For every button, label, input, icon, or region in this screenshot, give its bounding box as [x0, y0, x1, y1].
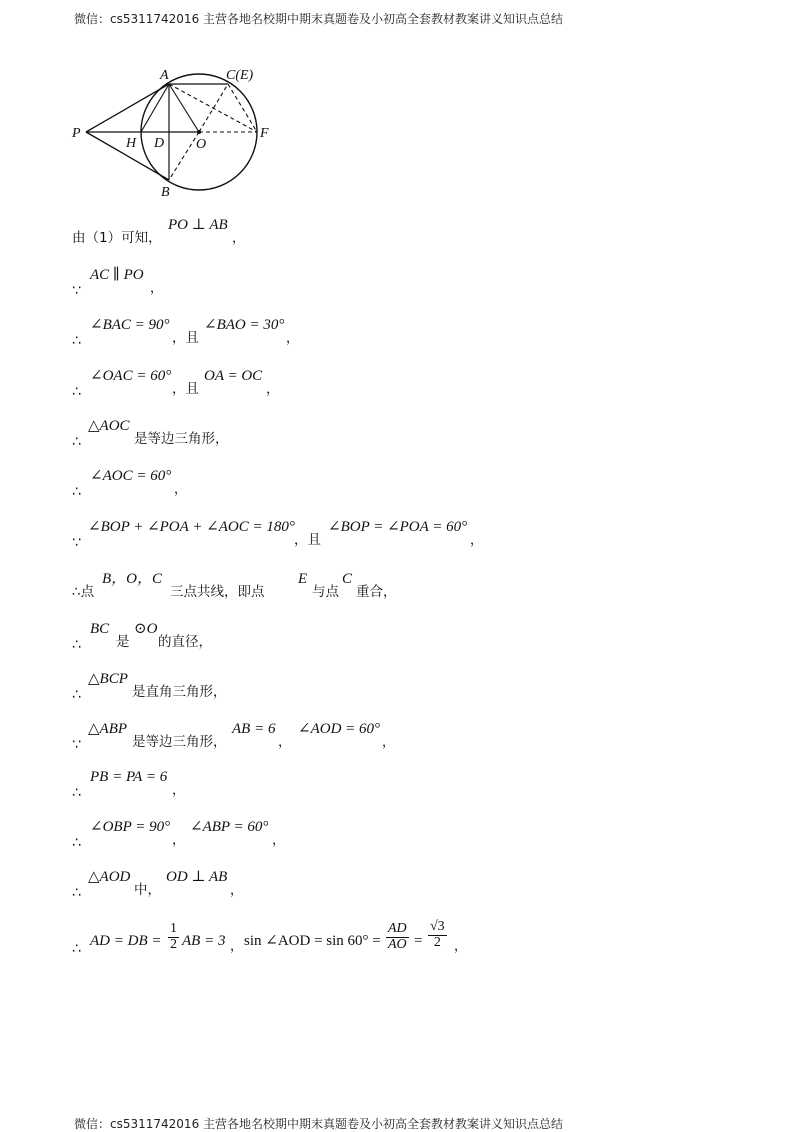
math-expr: ∠BAO = 30° [204, 317, 285, 333]
math-expr: △BCP [88, 671, 128, 687]
punct: ， [232, 231, 246, 246]
punct: ， [470, 533, 484, 548]
math-expr: ∠OBP = 90° [90, 819, 171, 835]
connector-text: 是 [116, 634, 130, 650]
connector-text: 的直径， [158, 634, 212, 650]
math-expr: AB = 3 [182, 933, 226, 949]
math-expr: ∠BOP = ∠POA = 60° [328, 519, 468, 535]
punct: ， [286, 331, 300, 346]
math-expr: ∠ABP = 60° [190, 819, 269, 835]
connector-text: 是等边三角形， [134, 431, 229, 447]
label-h: H [126, 136, 137, 151]
math-expr: BC [90, 621, 110, 637]
because-symbol: ∵ [72, 737, 81, 753]
punct: ， [150, 281, 164, 296]
math-expr: E [298, 571, 308, 587]
lead-text: ∴点 [72, 584, 95, 600]
math-expr: PO ⊥ AB [168, 217, 228, 233]
page-header: 微信：cs5311742016 主营各地名校期中期末真题卷及小初高全套教材教案讲义知识点总结 [74, 12, 564, 26]
math-expr: AB = 6 [232, 721, 276, 737]
connector-text: 三点共线，即点 [170, 584, 265, 600]
math-expr: PB = PA = 6 [90, 769, 168, 785]
therefore-symbol: ∴ [72, 384, 81, 400]
connector-text: 是直角三角形， [132, 684, 227, 700]
fraction-denominator: 2 [433, 934, 441, 950]
connector-text: 中， [134, 882, 161, 898]
therefore-symbol: ∴ [72, 941, 81, 957]
math-expr: ⊙O [134, 621, 158, 637]
because-symbol: ∵ [72, 535, 81, 551]
math-expr: AC ∥ PO [90, 267, 144, 283]
math-expr: B，O，C [102, 571, 163, 587]
punct: ， [172, 783, 186, 798]
label-ce: C(E) [226, 68, 254, 83]
therefore-symbol: ∴ [72, 835, 81, 851]
math-expr: OA = OC [204, 368, 263, 384]
math-expr: △AOC [88, 418, 130, 434]
fraction-numerator: √3 [430, 919, 445, 934]
connector-text: 与点 [312, 584, 339, 600]
label-f: F [260, 126, 269, 141]
connector-text: ，且 [172, 381, 199, 397]
fraction-denominator: 2 [170, 936, 177, 952]
label-d: D [154, 136, 165, 151]
connector-text: ， [278, 734, 292, 750]
punct: ， [230, 883, 244, 898]
punct: ， [382, 735, 396, 750]
punct: ， [230, 939, 244, 954]
math-expr: OD ⊥ AB [166, 869, 228, 885]
punct: ， [272, 833, 286, 848]
because-symbol: ∵ [72, 283, 81, 299]
math-expr: ∠AOD = 60° [298, 721, 381, 737]
fraction-numerator: 1 [170, 921, 177, 936]
math-expr: AD = DB = [90, 933, 162, 949]
equals-sign: = [414, 933, 423, 949]
fraction-denominator: AO [388, 936, 407, 952]
math-expr: C [342, 571, 353, 587]
punct: ， [174, 482, 188, 497]
math-expr: sin ∠AOD = sin 60° = [244, 933, 381, 949]
fraction-numerator: AD [388, 921, 407, 936]
connector-text: ，且 [172, 330, 199, 346]
punct: ， [454, 939, 468, 954]
therefore-symbol: ∴ [72, 885, 81, 901]
therefore-symbol: ∴ [72, 687, 81, 703]
punct: ， [266, 382, 280, 397]
math-expr: ∠BOP + ∠POA + ∠AOC = 180° [88, 519, 295, 535]
connector-text: 是等边三角形， [132, 734, 227, 750]
math-expr: ∠BAC = 90° [90, 317, 170, 333]
fraction-ad-ao [386, 922, 409, 952]
therefore-symbol: ∴ [72, 434, 81, 450]
label-p: P [72, 126, 81, 141]
math-expr: ∠AOC = 60° [90, 468, 172, 484]
lead-text: 由（1）可知， [72, 230, 162, 246]
connector-text: 重合， [356, 584, 397, 600]
fraction-sqrt3-over-2 [428, 920, 447, 950]
page-footer: 微信：cs5311742016 主营各地名校期中期末真题卷及小初高全套教材教案讲义知识点总结 [74, 1117, 564, 1131]
therefore-symbol: ∴ [72, 785, 81, 801]
label-o: O [196, 137, 207, 152]
therefore-symbol: ∴ [72, 484, 81, 500]
fraction-half [168, 922, 179, 952]
label-b: B [161, 185, 170, 200]
therefore-symbol: ∴ [72, 333, 81, 349]
math-expr: △ABP [88, 721, 128, 737]
geometry-figure [66, 62, 286, 200]
math-expr: ∠OAC = 60° [90, 368, 172, 384]
therefore-symbol: ∴ [72, 637, 81, 653]
connector-text: ， [172, 832, 186, 848]
connector-text: ，且 [294, 532, 321, 548]
math-expr: △AOD [88, 869, 131, 885]
label-a: A [160, 68, 169, 83]
